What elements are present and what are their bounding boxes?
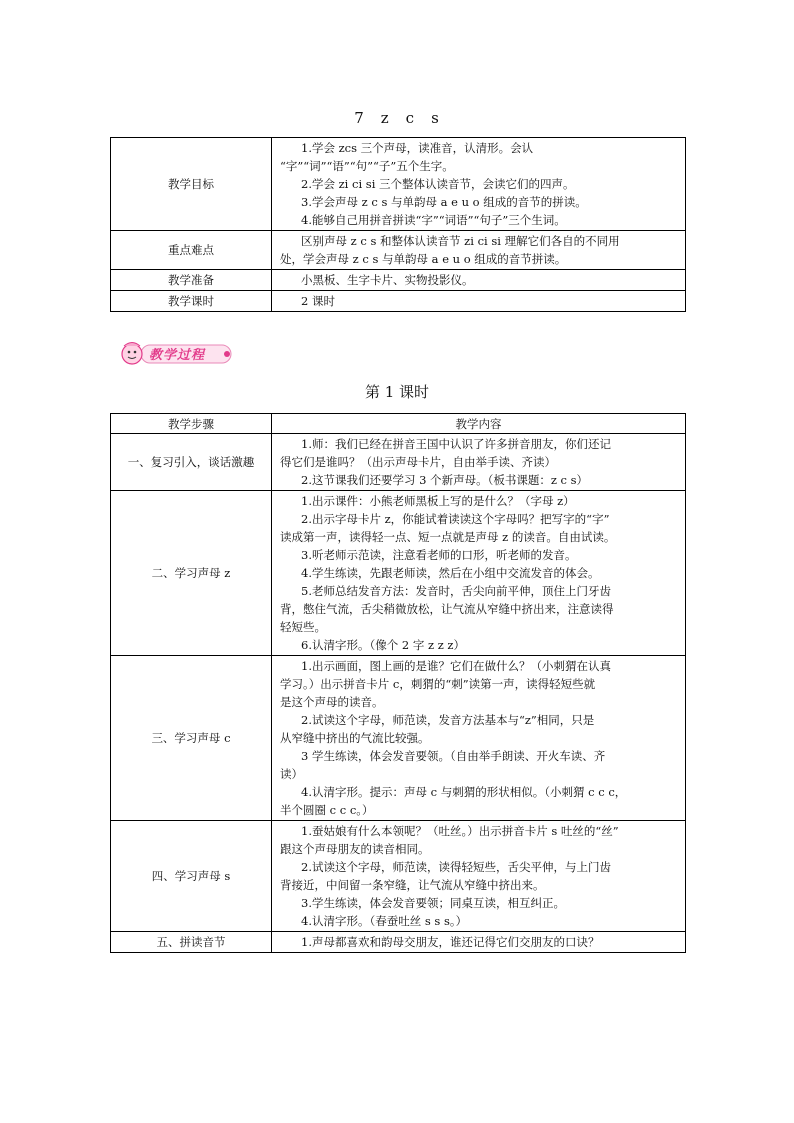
content-line: 1.出示画面，图上画的是谁？它们在做什么？（小刺猬在认真	[301, 659, 611, 673]
content-line: 背接近，中间留一条窄缝，让气流从窄缝中挤出来。	[280, 878, 545, 892]
header-content: 教学内容	[272, 414, 686, 434]
content-line: 读）	[280, 767, 303, 781]
row-label: 二、学习声母 z	[111, 491, 272, 656]
row-content	[272, 821, 686, 932]
overview-row	[111, 291, 686, 312]
row-content	[272, 491, 686, 656]
content-line: 4.学生练读，先跟老师读，然后在小组中交流发音的体会。	[301, 566, 600, 580]
content-line: 处，学会声母 z c s 与单韵母 a e u o 组成的音节拼读。	[280, 252, 567, 266]
session-subtitle: 第 1 课时	[364, 383, 430, 401]
process-table	[110, 413, 686, 953]
banner-label: 教学过程	[149, 348, 206, 363]
process-row	[111, 491, 686, 656]
content-line: “字”“词”“语”“句”“子”五个生字。	[280, 159, 454, 173]
row-content	[272, 138, 686, 231]
process-header-row	[111, 414, 686, 434]
content-line: 学习。）出示拼音卡片 c，刺猬的“刺”读第一声，读得轻短些就	[280, 677, 596, 691]
overview-row	[111, 270, 686, 291]
overview-row	[111, 231, 686, 270]
content-line: 小黑板、生字卡片、实物投影仪。	[301, 273, 474, 287]
content-line: 1.出示课件：小熊老师黑板上写的是什么？（字母 z）	[301, 494, 575, 508]
content-line: 1.师：我们已经在拼音王国中认识了许多拼音朋友，你们还记	[301, 437, 611, 451]
overview-table	[110, 137, 686, 312]
header-step: 教学步骤	[111, 414, 272, 434]
content-line: 2.试读这个字母，师范读，读得轻短些，舌尖平伸，与上门齿	[301, 860, 611, 874]
row-content	[272, 656, 686, 821]
content-line: 半个圆圈 c c c。）	[280, 803, 374, 817]
content-line: 3.学生练读，体会发音要领；同桌互读，相互纠正。	[301, 896, 565, 910]
content-line: 2.学会 zi ci si 三个整体认读音节，会读它们的四声。	[301, 177, 575, 191]
process-row	[111, 434, 686, 491]
process-row	[111, 821, 686, 932]
content-line: 1.学会 zcs 三个声母，读准音，认清形。会认	[301, 141, 534, 155]
content-line: 3.听老师示范读，注意看老师的口形，听老师的发音。	[301, 548, 577, 562]
row-label: 三、学习声母 c	[111, 656, 272, 821]
content-line: 3 学生练读，体会发音要领。（自由举手朗读、开火车读、齐	[301, 749, 606, 763]
process-row	[111, 656, 686, 821]
content-line: 6.认清字形。（像个 2 字 z z z）	[301, 638, 465, 652]
content-line: 从窄缝中挤出的气流比较强。	[280, 731, 430, 745]
row-content	[272, 270, 686, 291]
content-line: 区别声母 z c s 和整体认读音节 zi ci si 理解它们各自的不同用	[301, 234, 620, 248]
row-label: 教学准备	[111, 270, 272, 291]
overview-row	[111, 138, 686, 231]
content-line: 2.试读这个字母，师范读，发音方法基本与“z”相同，只是	[301, 713, 595, 727]
content-line: 5.老师总结发音方法：发音时，舌尖向前平伸，顶住上门牙齿	[301, 584, 611, 598]
row-label: 一、复习引入，谈话激趣	[111, 434, 272, 491]
process-row	[111, 932, 686, 953]
row-content	[272, 932, 686, 953]
row-content	[272, 291, 686, 312]
content-line: 得它们是谁吗？（出示声母卡片，自由举手读、齐读）	[280, 455, 556, 469]
content-line: 背，憋住气流，舌尖稍微放松，让气流从窄缝中挤出来，注意读得	[280, 602, 614, 616]
row-label: 四、学习声母 s	[111, 821, 272, 932]
content-line: 读成第一声，读得轻一点、短一点就是声母 z 的读音。自由试读。	[280, 530, 616, 544]
row-label: 教学目标	[111, 138, 272, 231]
row-content	[272, 231, 686, 270]
content-line: 是这个声母的读音。	[280, 695, 384, 709]
row-label: 重点难点	[111, 231, 272, 270]
row-label: 教学课时	[111, 291, 272, 312]
content-line: 1.声母都喜欢和韵母交朋友，谁还记得它们交朋友的口诀？	[301, 935, 600, 949]
content-line: 3.学会声母 z c s 与单韵母 a e u o 组成的音节的拼读。	[301, 195, 587, 209]
content-line: 跟这个声母朋友的读音相同。	[280, 842, 430, 856]
row-label: 五、拼读音节	[111, 932, 272, 953]
content-line: 2.出示字母卡片 z，你能试着读读这个字母吗？把写字的“字”	[301, 512, 610, 526]
content-line: 4.认清字形。（春蚕吐丝 s s s。）	[301, 914, 468, 928]
row-content	[272, 434, 686, 491]
content-line: 1.蚕姑娘有什么本领呢？（吐丝。）出示拼音卡片 s 吐丝的“丝”	[301, 824, 619, 838]
lesson-title: 7 z c s	[354, 109, 440, 127]
teaching-process-banner	[119, 340, 234, 367]
content-line: 4.认清字形。提示：声母 c 与刺猬的形状相似。（小刺猬 c c c，	[301, 785, 627, 799]
content-line: 轻短些。	[280, 620, 326, 634]
content-line: 4.能够自己用拼音拼读“字”“词语”“句子”三个生词。	[301, 213, 566, 227]
content-line: 2 课时	[301, 294, 335, 308]
content-line: 2.这节课我们还要学习 3 个新声母。（板书课题：z c s）	[301, 473, 589, 487]
